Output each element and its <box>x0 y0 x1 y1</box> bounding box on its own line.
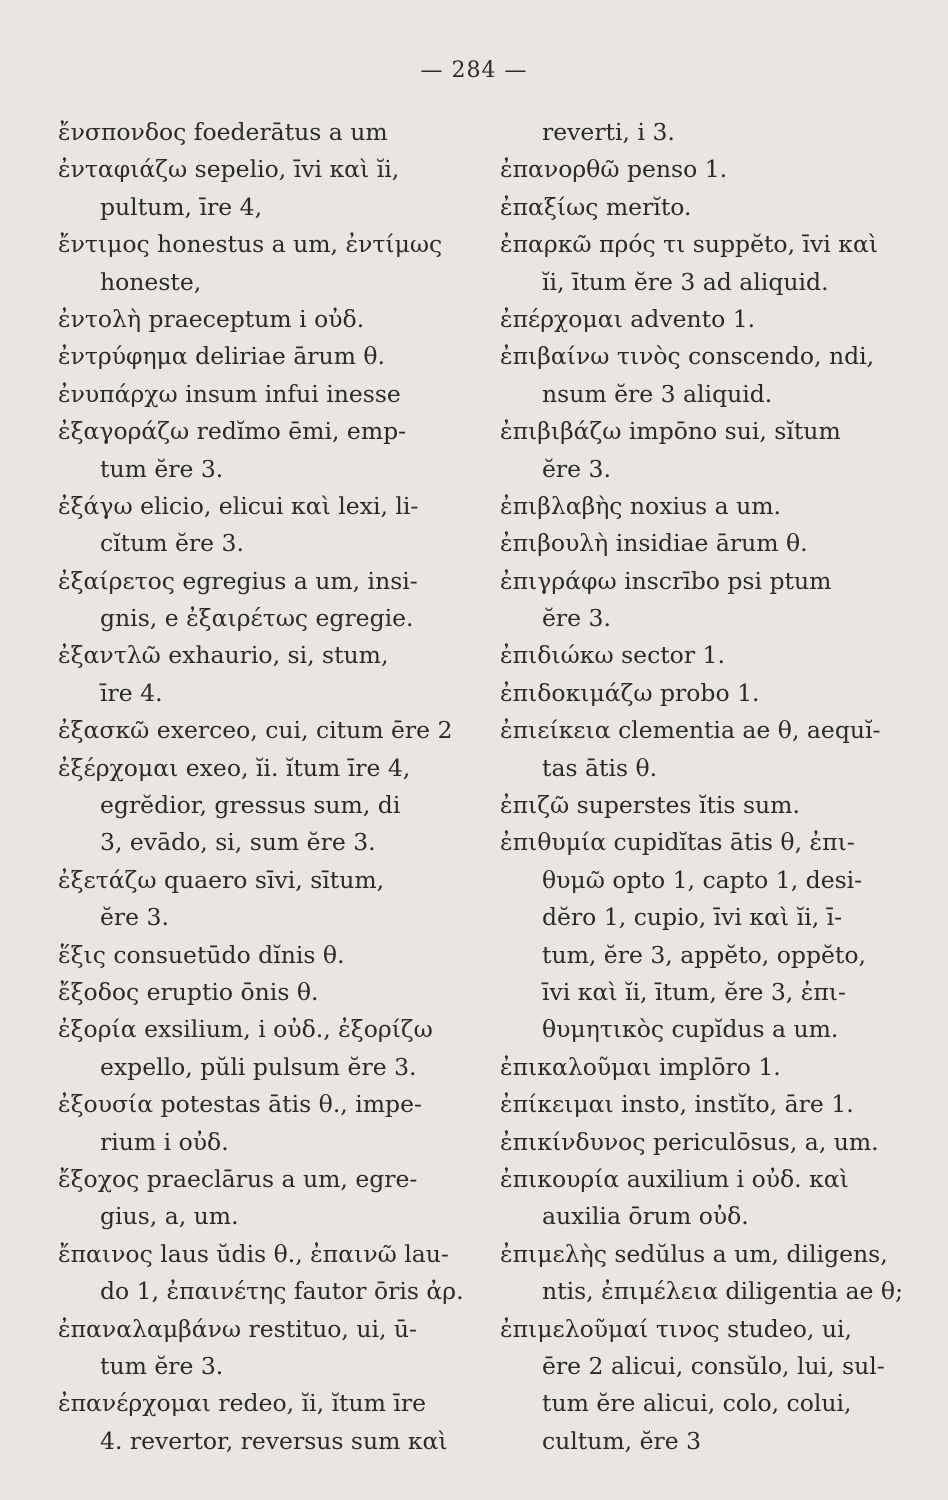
right-column <box>500 114 910 1460</box>
entry-line: honeste, <box>100 267 202 296</box>
entry-line: ἐπαρκῶ πρός τι suppĕto, īvi καὶ <box>500 230 879 259</box>
entry-line: ἐπικαλοῦμαι implōro 1. <box>500 1052 781 1081</box>
entry-line: ĕre 3. <box>542 604 611 633</box>
entry-line: pultum, īre 4, <box>100 192 263 221</box>
entry-line: cultum, ĕre 3 <box>542 1426 702 1455</box>
entry-line: ἐξαγοράζω redĭmo ēmi, emp- <box>58 417 407 446</box>
entry-line: ἐπαναλαμβάνω restituo, ui, ū- <box>58 1314 417 1343</box>
entry-line: tum ĕre alicui, colo, colui, <box>542 1389 852 1418</box>
entry-line: ἔνσπονδος foederātus a um <box>58 118 388 146</box>
entry-line: ἐπανέρχομαι redeo, ĭi, ĭtum īre <box>58 1389 427 1418</box>
entry-line: 4. revertor, reversus sum καὶ <box>100 1426 448 1455</box>
entry-line: ἐπιβιβάζω impōno sui, sĭtum <box>500 417 841 446</box>
entry-line: ĕre 3. <box>100 903 169 932</box>
entry-line: reverti, i 3. <box>542 118 675 146</box>
entry-line: rium i οὐδ. <box>100 1127 229 1156</box>
entry-line: ἐπιθυμία cupidĭtas ātis θ, ἐπι- <box>500 828 855 857</box>
entry-line: ἐπιβουλὴ insidiae ārum θ. <box>500 529 808 558</box>
entry-line: ἐντρύφημα deliriae ārum θ. <box>58 342 386 371</box>
entry-line: ἐπιγράφω inscrībo psi ptum <box>500 566 832 595</box>
entry-line: tas ātis θ. <box>542 753 658 782</box>
entry-line: ἐξαντλῶ exhaurio, si, stum, <box>58 641 389 670</box>
entry-line: ἐπανορθῶ penso 1. <box>500 155 728 184</box>
entry-line: tum ĕre 3. <box>100 1351 224 1380</box>
entry-line: gnis, e ἐξαιρέτως egregie. <box>100 604 414 633</box>
entry-line: ἐπιβαίνω τινὸς conscendo, ndi, <box>500 342 875 371</box>
entry-line: ἐντολὴ praeceptum i οὐδ. <box>58 304 365 333</box>
entry-line: ĭi, ītum ĕre 3 ad aliquid. <box>542 267 829 296</box>
entry-line: ἐπιδιώκω sector 1. <box>500 641 725 670</box>
entry-line: ἐνυπάρχω insum infui inesse <box>58 379 401 408</box>
entry-line: tum, ĕre 3, appĕto, oppĕto, <box>542 940 866 969</box>
entry-line: ἐπιδοκιμάζω probo 1. <box>500 678 760 707</box>
entry-line: ἐπαξίως merĭto. <box>500 192 692 221</box>
entry-line: ἔντιμος honestus a um, ἐντίμως <box>58 230 443 259</box>
entry-line: ἔπαινος laus ŭdis θ., ἐπαινῶ lau- <box>58 1239 449 1268</box>
entry-line: do 1, ἐπαινέτης fautor ōris ἀρ. <box>100 1277 464 1306</box>
entry-line: ἐνταφιάζω sepelio, īvi καὶ ĭi, <box>58 155 400 184</box>
entry-line: ἐξουσία potestas ātis θ., impe- <box>58 1090 422 1119</box>
entry-line: dĕro 1, cupio, īvi καὶ ĭi, ī- <box>542 903 843 932</box>
entry-line: ἐπιβλαβὴς noxius a um. <box>500 491 782 520</box>
entry-line: cĭtum ĕre 3. <box>100 529 244 558</box>
entry-line: expello, pŭli pulsum ĕre 3. <box>100 1052 417 1081</box>
entry-line: ἐξέρχομαι exeo, ĭi. ĭtum īre 4, <box>58 753 411 782</box>
entry-line: ἐπιζῶ superstes ĭtis sum. <box>500 791 800 820</box>
entry-line: ἐξασκῶ exerceo, cui, citum ēre 2 <box>58 716 453 745</box>
page-number: — 284 — <box>420 58 528 83</box>
entry-line: īre 4. <box>100 678 163 707</box>
entry-line: ἐξάγω elicio, elicui καὶ lexi, li- <box>58 491 419 520</box>
entry-line: gius, a, um. <box>100 1202 239 1231</box>
left-column <box>58 114 490 1460</box>
entry-line: ἔξοδος eruptio ōnis θ. <box>58 977 319 1006</box>
entry-line: tum ĕre 3. <box>100 454 224 483</box>
entry-line: ἔξοχος praeclārus a um, egre- <box>58 1164 418 1193</box>
entry-line: ἐπιμελὴς sedŭlus a um, diligens, <box>500 1239 888 1268</box>
entry-line: auxilia ōrum οὐδ. <box>542 1202 749 1231</box>
entry-line: ἕξις consuetūdo dĭnis θ. <box>58 940 345 969</box>
entry-line: ntis, ἐπιμέλεια diligentia ae θ; <box>542 1277 904 1306</box>
entry-line: θυμητικὸς cupĭdus a um. <box>542 1015 839 1044</box>
entry-line: ἐξαίρετος egregius a um, insi- <box>58 566 418 595</box>
entry-line: nsum ĕre 3 aliquid. <box>542 379 773 408</box>
entry-line: ἐπιείκεια clementia ae θ, aequĭ- <box>500 716 881 745</box>
entry-line: ἐξορία exsilium, i οὐδ., ἐξορίζω <box>58 1015 433 1044</box>
entry-line: 3, evādo, si, sum ĕre 3. <box>100 828 376 857</box>
entry-line: ἐξετάζω quaero sīvi, sītum, <box>58 865 385 894</box>
entry-line: ĕre 3. <box>542 454 611 483</box>
entry-line: ἐπιμελοῦμαί τινος studeo, ui, <box>500 1314 852 1343</box>
entry-line: ἐπέρχομαι advento 1. <box>500 304 756 333</box>
entry-line: ἐπικουρία auxilium i οὐδ. καὶ <box>500 1164 849 1193</box>
entry-line: θυμῶ opto 1, capto 1, desi- <box>542 865 863 894</box>
entry-line: ēre 2 alicui, consŭlo, lui, sul- <box>542 1351 885 1380</box>
entry-line: īvi καὶ ĭi, ītum, ĕre 3, ἐπι- <box>542 977 846 1006</box>
entry-line: ἐπικίνδυνος periculōsus, a, um. <box>500 1127 879 1156</box>
entry-line: ἐπίκειμαι insto, instĭto, āre 1. <box>500 1090 854 1119</box>
entry-line: egrĕdior, gressus sum, di <box>100 791 401 820</box>
